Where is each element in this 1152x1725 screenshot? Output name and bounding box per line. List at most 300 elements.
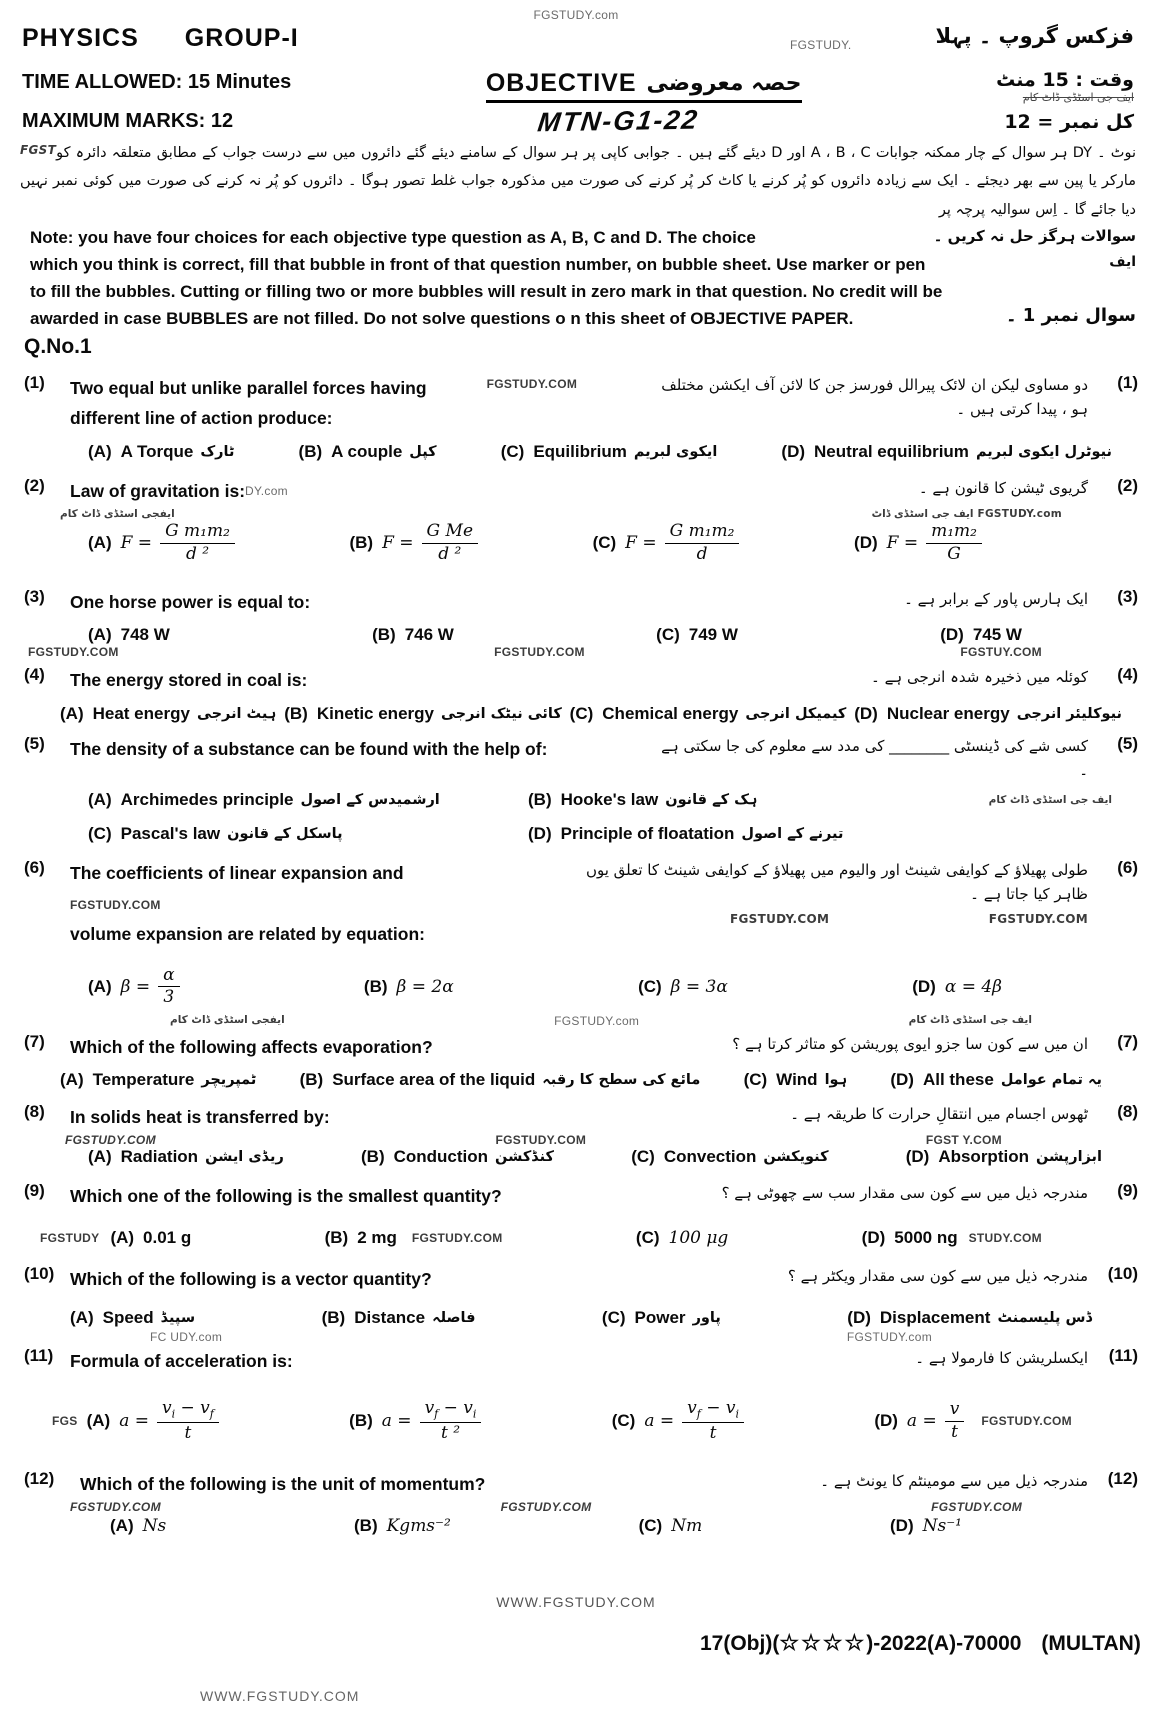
footer-watermark-left: WWW.FGSTUDY.COM: [200, 1688, 360, 1704]
option-2-a: [88, 522, 235, 564]
option-7-a-text: Temperature: [92, 1070, 195, 1090]
footer-code-post: )-2022(A)-70000: [866, 1632, 1022, 1655]
option-7-c-label: (C): [743, 1070, 768, 1090]
option-8-c-label: (C): [631, 1146, 655, 1166]
option-3-d: [940, 625, 1022, 645]
note-en-line-2-suffix: ایف: [1109, 253, 1136, 270]
option-11-d-lhs: a =: [906, 1411, 937, 1432]
option-3-c-text: 749 W: [688, 625, 738, 645]
option-1-a-text: A Torque: [120, 441, 194, 461]
option-9-b-text: 2 mg: [357, 1227, 397, 1247]
note-urdu-line-3: سوالات ہرگز حل نہ کریں ۔: [933, 226, 1136, 245]
watermark-top: FGSTUDY.com: [533, 8, 619, 22]
option-9-d-text: 5000 ng: [894, 1227, 958, 1247]
watermark-q3-center: FGSTUDY.COM: [494, 645, 585, 660]
question-1-line-1: Two equal but unlike parallel forces having: [70, 377, 427, 398]
option-11-a-label: (A): [86, 1411, 111, 1431]
option-4-c-urdu: کیمیکل انرجی: [745, 705, 847, 722]
watermark-q10-a: FC UDY.com: [150, 1330, 223, 1345]
option-6-c-label: (C): [638, 976, 662, 996]
option-3-c: [656, 625, 738, 645]
option-1-c-text: Equilibrium: [533, 441, 627, 461]
question-3-text: One horse power is equal to:: [70, 591, 311, 612]
question-6-urdu-text: طولی پھیلاؤ کے کوایفی شینٹ اور والیوم میں پھیلاؤ کے کوایفی شینٹ کا تعلق یوں ظاہر کیا جاتا ہے ۔: [585, 860, 1088, 903]
question-7: [0, 1032, 1152, 1091]
watermark-q11-left: FGS: [52, 1414, 78, 1429]
option-11-c-n2: − v: [700, 1397, 736, 1418]
option-2-b-fraction: [422, 522, 478, 564]
option-11-c-lhs: a =: [644, 1411, 675, 1432]
option-9-c: [636, 1228, 728, 1248]
paper-code-handwritten: MTN-G1-22: [536, 104, 702, 138]
option-2-d-lhs: F =: [886, 533, 919, 554]
footer-city: (MULTAN): [1041, 1632, 1141, 1655]
option-9-a: [40, 1228, 191, 1248]
option-1-c: [501, 442, 718, 462]
question-1: [0, 373, 1152, 462]
option-10-a: [70, 1308, 195, 1328]
option-11-a-s1: i: [171, 1407, 176, 1421]
option-3-b-label: (B): [372, 625, 396, 645]
watermark-q12-left: FGSTUDY.COM: [70, 1500, 161, 1515]
watermark-q6-center: FGSTUDY.COM: [988, 911, 1088, 926]
option-6-a-lhs: β =: [120, 976, 151, 997]
option-12-d-label: (D): [890, 1516, 914, 1536]
option-3-d-text: 745 W: [972, 625, 1022, 645]
option-11-a: [52, 1399, 219, 1444]
question-5: [0, 734, 1152, 844]
subject-title: PHYSICS: [22, 24, 139, 52]
option-5-d: [528, 824, 843, 844]
option-10-a-text: Speed: [102, 1308, 154, 1328]
option-7-a-urdu: ٹمپریچر: [201, 1072, 257, 1089]
option-8-b-urdu: کنڈکشن: [495, 1148, 554, 1165]
option-4-a-urdu: ہیٹ انرجی: [196, 705, 277, 722]
question-11-number: (11): [24, 1346, 54, 1366]
option-8-a: [88, 1147, 284, 1167]
option-3-a-label: (A): [88, 625, 112, 645]
watermark-q3-left: FGSTUDY.COM: [28, 645, 119, 660]
qno1-row: [0, 335, 1152, 359]
watermark-q6-right: FGSTUDY.COM: [730, 911, 830, 926]
watermark-q8-center: FGSTUDY.COM: [495, 1132, 587, 1147]
option-11-c-s1: f: [696, 1407, 701, 1421]
note-en-row-1: [0, 224, 1152, 251]
option-5-b-text: Hooke's law: [560, 789, 659, 809]
option-2-d-fraction: [926, 522, 982, 564]
option-11-a-denominator: t: [184, 1422, 192, 1443]
option-1-b-label: (B): [298, 441, 323, 461]
option-8-b-label: (B): [361, 1146, 385, 1166]
option-4-c: [570, 704, 847, 724]
option-6-a-numerator: α: [158, 966, 179, 988]
question-10-text: Which of the following is a vector quantity?: [70, 1268, 432, 1289]
option-2-c-denominator: d: [696, 543, 708, 564]
option-5-c-label: (C): [88, 823, 112, 843]
question-9-number: (9): [24, 1180, 45, 1200]
question-7-text: Which of the following affects evaporation?: [70, 1036, 433, 1057]
option-8-b: [361, 1147, 554, 1167]
option-8-d-label: (D): [905, 1146, 930, 1166]
option-2-d-label: (D): [854, 533, 878, 553]
question-4-number-right: (4): [1117, 665, 1138, 685]
watermark-q5-right: ایف جی اسٹڈی ڈاٹ کام: [988, 793, 1112, 806]
question-1-line-2: different line of action produce:: [70, 408, 333, 429]
option-4-a-text: Heat energy: [92, 703, 190, 723]
qno1-label: Q.No.1: [24, 334, 92, 358]
option-2-b-lhs: F =: [382, 533, 414, 554]
question-6-line-2: volume expansion are related by equation:: [70, 924, 425, 945]
objective-heading: [486, 69, 802, 103]
question-9: [0, 1181, 1152, 1248]
option-10-d-text: Displacement: [879, 1308, 991, 1328]
option-4-d: [854, 704, 1122, 724]
option-10-b-text: Distance: [354, 1308, 426, 1328]
option-2-c-fraction: [665, 522, 740, 564]
option-11-a-fraction: [157, 1399, 219, 1444]
option-5-a-text: Archimedes principle: [120, 789, 294, 809]
option-5-d-text: Principle of floatation: [560, 823, 735, 843]
option-5-b-label: (B): [528, 789, 552, 809]
watermark-q7-urdu-left: ایفجی اسٹڈی ڈاٹ کام: [170, 1013, 285, 1026]
question-1-text: [70, 373, 427, 434]
option-1-d-text: Neutral equilibrium: [814, 441, 969, 461]
question-4-urdu: کوئلہ میں ذخیرہ شدہ انرجی ہے ۔: [871, 668, 1088, 687]
option-6-b: [364, 977, 454, 997]
option-11-b-s2: i: [472, 1407, 477, 1421]
question-5-text: The density of a substance can be found with the help of:: [70, 738, 548, 759]
option-11-c-n1: v: [687, 1397, 697, 1418]
option-10-b-urdu: فاصلہ: [432, 1310, 476, 1327]
question-2-number: (2): [24, 475, 45, 495]
option-6-d-label: (D): [912, 976, 936, 996]
option-7-c-urdu: ہوا: [824, 1072, 848, 1089]
question-4: [0, 665, 1152, 724]
option-2-b-denominator: d ²: [438, 543, 462, 564]
option-7-b-urdu: مائع کی سطح کا رقبہ: [542, 1072, 701, 1089]
option-12-a-label: (A): [110, 1516, 134, 1536]
watermark-q2-urdu-left: ایفجی اسٹڈی ڈاٹ کام: [60, 508, 175, 521]
option-5-a-label: (A): [88, 789, 112, 809]
option-10-c: [602, 1308, 721, 1328]
group-title: GROUP-I: [184, 24, 299, 52]
note-en-row-3: [0, 278, 1152, 305]
note-en-row-2: [0, 251, 1152, 278]
option-12-b-label: (B): [354, 1516, 378, 1536]
option-5-b: [528, 790, 757, 810]
question-8-text: In solids heat is transferred by:: [70, 1107, 330, 1128]
option-5-a-urdu: ارشمیدس کے اصول: [300, 791, 440, 808]
option-10-a-label: (A): [70, 1308, 94, 1328]
option-12-c-text: Nm: [671, 1516, 703, 1537]
watermark-q7-center: FGSTUDY.com: [554, 1013, 640, 1028]
option-11-a-s2: f: [209, 1407, 214, 1421]
option-2-a-numerator: G m₁m₂: [160, 522, 235, 544]
option-5-c-urdu: پاسکل کے قانون: [227, 825, 343, 842]
question-4-text: The energy stored in coal is:: [70, 670, 308, 691]
option-2-d-numerator: m₁m₂: [926, 522, 982, 544]
question-12-urdu: مندرجہ ذیل میں سے مومینٹم کا یونٹ ہے ۔: [820, 1472, 1088, 1491]
option-6-a: [88, 966, 180, 1008]
question-7-urdu: ان میں سے کون سا جزو ایوی پوریشن کو متاثر کرتا ہے ؟: [732, 1034, 1088, 1053]
option-4-b-text: Kinetic energy: [316, 703, 434, 723]
option-1-a-label: (A): [88, 441, 112, 461]
option-3-b: [372, 625, 454, 645]
option-1-a-urdu: ٹارک: [200, 443, 235, 460]
option-2-b-numerator: G Me: [422, 522, 478, 544]
option-6-a-fraction: [158, 966, 179, 1008]
watermark-q10-right: FGSTUDY.com: [846, 1330, 932, 1345]
option-11-d-denominator: t: [951, 1421, 958, 1442]
option-2-a-fraction: [160, 522, 235, 564]
note-urdu: [0, 137, 1152, 224]
question-7-number: (7): [24, 1031, 45, 1051]
option-11-c-label: (C): [611, 1411, 636, 1431]
max-marks-urdu: کل نمبر = 12: [1004, 110, 1135, 133]
time-allowed-urdu: وقت : 15 منٹ: [996, 69, 1134, 91]
question-12-number-right: (12): [1107, 1469, 1138, 1489]
question-8-number: (8): [24, 1102, 45, 1122]
question-3-number-right: (3): [1117, 586, 1138, 606]
watermark-q2-urdu-right: FGSTUDY.com ایف جی اسٹڈی ڈاٹ: [871, 508, 1062, 521]
option-11-b-n2: − v: [438, 1397, 473, 1418]
option-12-c-label: (C): [638, 1516, 663, 1536]
note-en-line-1: Note: you have four choices for each objective type question as A, B, C and D. The choice: [30, 227, 756, 247]
option-4-c-label: (C): [569, 703, 594, 723]
option-1-a: [88, 442, 234, 462]
option-9-a-text: 0.01 g: [143, 1227, 192, 1247]
option-11-b-numerator: [420, 1399, 482, 1423]
objective-label: OBJECTIVE: [485, 69, 637, 97]
question-1-number: (1): [24, 372, 45, 392]
option-10-d-urdu: ڈس پلیسمنٹ: [997, 1310, 1092, 1327]
option-11-a-n2: − v: [175, 1397, 210, 1418]
option-4-b: [284, 704, 562, 724]
option-2-c-lhs: F =: [625, 533, 657, 554]
question-5-number-right: (5): [1117, 733, 1138, 753]
question-5-number: (5): [24, 733, 45, 753]
option-6-c: [638, 977, 728, 997]
option-4-a: [60, 704, 276, 724]
option-9-a-label: (A): [110, 1227, 135, 1247]
question-2-urdu: گریوی ٹیشن کا قانون ہے ۔: [918, 478, 1088, 497]
watermark-q11-right: FGSTUDY.COM: [981, 1414, 1072, 1429]
option-1-b-urdu: کپل: [409, 443, 437, 460]
option-8-a-text: Radiation: [120, 1146, 199, 1166]
option-8-a-urdu: ریڈی ایشن: [205, 1148, 284, 1165]
option-9-b: [325, 1228, 503, 1248]
question-12: [0, 1469, 1152, 1536]
option-4-c-text: Chemical energy: [602, 703, 739, 723]
option-11-c-s2: i: [735, 1407, 740, 1421]
option-4-d-text: Nuclear energy: [886, 703, 1010, 723]
note-en-line-2: which you think is correct, fill that bubble in front of that question number, on bubble sheet. Use marker or pen: [30, 254, 926, 274]
question-7-number-right: (7): [1117, 1031, 1138, 1051]
question-10-number-right: (10): [1107, 1263, 1138, 1283]
option-4-d-label: (D): [854, 703, 878, 723]
option-6-d-text: α = 4β: [944, 976, 1002, 997]
option-2-c-label: (C): [592, 533, 617, 553]
question-3-urdu: ایک ہارس پاور کے برابر ہے ۔: [904, 589, 1088, 608]
option-11-b: [349, 1399, 481, 1444]
option-11-d: [874, 1400, 1072, 1442]
option-6-a-denominator: 3: [163, 987, 175, 1008]
note-en-row-4: [0, 305, 1152, 332]
option-11-b-denominator: t ²: [440, 1422, 461, 1443]
watermark-q1: FGSTUDY.COM: [486, 376, 578, 391]
question-11-text: Formula of acceleration is:: [70, 1351, 293, 1372]
option-7-a-label: (A): [60, 1070, 84, 1090]
option-11-c-numerator: [682, 1399, 744, 1423]
question-3: [0, 587, 1152, 660]
option-8-a-label: (A): [88, 1146, 112, 1166]
time-allowed-label: TIME ALLOWED: 15 Minutes: [22, 71, 292, 93]
question-2: [0, 476, 1152, 565]
option-1-d: [781, 442, 1112, 462]
option-11-d-fraction: [945, 1400, 965, 1442]
watermark-q9-left: FGSTUDY: [40, 1230, 100, 1245]
option-11-b-n1: v: [424, 1397, 435, 1418]
option-6-a-label: (A): [88, 976, 112, 996]
option-7-b: [300, 1070, 701, 1090]
option-5-c-text: Pascal's law: [120, 823, 221, 843]
option-2-d-denominator: G: [947, 543, 961, 564]
question-1-urdu: دو مساوی لیکن ان لائک پیرالل فورسز جن کا لائن آف ایکشن مختلف ہو ، پیدا کرتی ہیں ۔: [661, 375, 1088, 418]
question-9-urdu: مندرجہ ذیل میں سے کون سی مقدار سب سے چھوٹی ہے ؟: [721, 1183, 1088, 1202]
option-10-b: [322, 1308, 476, 1328]
option-12-a-text: Ns: [142, 1516, 167, 1537]
question-6-urdu: [568, 858, 1088, 930]
option-11-c-denominator: t: [709, 1422, 717, 1443]
option-4-b-urdu: کائی نیٹک انرجی: [440, 705, 562, 722]
option-2-c: [593, 522, 740, 564]
max-marks-label: MAXIMUM MARKS: 12: [22, 110, 234, 132]
option-3-a-text: 748 W: [120, 625, 170, 645]
option-12-d: [890, 1516, 962, 1536]
option-11-d-numerator: [945, 1400, 965, 1422]
footer-watermark-center: WWW.FGSTUDY.COM: [496, 1594, 656, 1610]
option-6-b-text: β = 2α: [396, 976, 454, 997]
watermark-q8-right: FGST Y.COM: [925, 1132, 1002, 1147]
question-number-urdu: سوال نمبر 1 ۔: [1005, 305, 1136, 327]
option-3-d-label: (D): [940, 625, 964, 645]
option-9-d: [862, 1228, 1042, 1248]
option-5-c: [88, 824, 528, 844]
option-11-d-label: (D): [874, 1411, 898, 1431]
option-2-a-denominator: d ²: [185, 543, 210, 564]
option-10-d: [847, 1308, 1092, 1328]
note-en-line-3: to fill the bubbles. Cutting or filling two or more bubbles will result in zero mark in that question. No credit will be: [30, 282, 943, 302]
option-11-a-n1: v: [161, 1397, 172, 1418]
option-2-a-lhs: F =: [120, 533, 153, 554]
footer-paper-code: [700, 1630, 1141, 1656]
watermark-urdu-small: ایف جی اسٹڈی ڈاٹ کام: [1022, 91, 1134, 104]
watermark-q2-tail: DY.com: [245, 483, 288, 498]
option-12-b: [354, 1516, 451, 1536]
question-6-line-1: The coefficients of linear expansion and: [70, 862, 404, 883]
option-11-b-lhs: a =: [381, 1411, 412, 1432]
option-11-a-lhs: a =: [119, 1411, 149, 1432]
option-8-d: [906, 1147, 1102, 1167]
question-8-urdu: ٹھوس اجسام میں انتقالِ حرارت کا طریقہ ہے ۔: [790, 1105, 1088, 1124]
option-7-d-label: (D): [890, 1070, 914, 1090]
watermark-q9-right: STUDY.COM: [968, 1230, 1042, 1245]
option-8-c-urdu: کنویکشن: [763, 1148, 829, 1165]
footer-stars: ☆☆☆☆: [779, 1630, 867, 1655]
option-7-a: [60, 1070, 256, 1090]
option-11-c: [612, 1399, 744, 1444]
watermark-q3-right: FGSTUY.COM: [960, 645, 1042, 660]
option-12-b-text: Kgms⁻²: [386, 1516, 451, 1537]
watermark-fgst: FGST: [20, 143, 57, 157]
option-7-c: [744, 1070, 848, 1090]
option-3-b-text: 746 W: [404, 625, 454, 645]
option-8-c: [631, 1147, 828, 1167]
option-10-d-label: (D): [847, 1308, 871, 1328]
option-2-c-numerator: G m₁m₂: [665, 522, 740, 544]
question-11: [0, 1346, 1152, 1443]
question-3-number: (3): [24, 586, 45, 606]
watermark-q12-right: FGSTUDY.COM: [931, 1500, 1022, 1515]
question-9-text: Which one of the following is the smallest quantity?: [70, 1185, 502, 1206]
option-6-d: [912, 977, 1002, 997]
header-row-marks: [0, 106, 1152, 137]
option-3-c-label: (C): [656, 625, 680, 645]
header-row-time: [0, 69, 1152, 104]
option-11-b-s1: f: [434, 1407, 439, 1421]
option-7-b-text: Surface area of the liquid: [332, 1070, 536, 1090]
option-4-b-label: (B): [284, 703, 308, 723]
header-row-title: [0, 24, 1152, 53]
option-11-b-fraction: [420, 1399, 482, 1444]
option-8-c-text: Convection: [663, 1146, 757, 1166]
option-8-d-text: Absorption: [938, 1146, 1029, 1166]
option-9-c-label: (C): [635, 1227, 660, 1247]
option-8-b-text: Conduction: [393, 1146, 489, 1166]
option-7-d: [890, 1070, 1102, 1090]
option-1-d-urdu: نیوٹرل ایکوی لبریم: [975, 443, 1112, 460]
option-1-d-label: (D): [781, 441, 806, 461]
watermark-q7-urdu-right: ایف جی اسٹڈی ڈاٹ کام: [908, 1013, 1032, 1026]
option-1-b: [299, 442, 437, 462]
question-6-text: [70, 858, 425, 950]
question-12-number: (12): [24, 1469, 55, 1489]
note-urdu-text: نوٹ ۔ DY ہر سوال کے چار ممکنہ جوابات A ، B ، C اور D دیئے گئے ہیں ۔ جوابی کاپی پر ہر سوال کے سامنے دیئے گئے دائروں میں سے درست جواب کے مطابق متعلقہ دائرہ کو مارکر یا پین سے بھر دیجئے ۔ ایک سے زیادہ دائروں کو پُر کرنے یا کاٹ کر پُر کرنے کی صورت میں مذکورہ جواب غلط تصور ہوگا ۔ دائروں کو پُر نہ کرنے کی صورت میں کوئی نمبر نہیں دیا جائے گا ۔ اِس سوالیہ پرچہ پر: [20, 145, 1136, 218]
option-10-a-urdu: سپیڈ: [160, 1310, 196, 1327]
option-7-d-text: All these: [922, 1070, 994, 1090]
question-11-number-right: (11): [1108, 1346, 1138, 1366]
option-10-c-urdu: پاور: [692, 1310, 721, 1327]
option-5-b-urdu: ہک کے قانون: [665, 791, 758, 808]
question-6-number: (6): [24, 857, 45, 877]
option-9-d-label: (D): [861, 1227, 886, 1247]
option-2-b-label: (B): [349, 533, 374, 553]
question-1-number-right: (1): [1117, 372, 1138, 392]
question-9-number-right: (9): [1117, 1180, 1138, 1200]
question-6-number-right: (6): [1117, 857, 1138, 877]
question-2-text: Law of gravitation is:: [70, 480, 246, 501]
watermark-header: FGSTUDY.: [790, 38, 852, 52]
option-1-c-urdu: ایکوی لبریم: [633, 443, 718, 460]
option-11-b-label: (B): [349, 1411, 373, 1431]
question-11-urdu: ایکسلریشن کا فارمولا ہے ۔: [915, 1349, 1088, 1368]
option-10-b-label: (B): [321, 1308, 346, 1328]
question-8-number-right: (8): [1117, 1102, 1138, 1122]
question-2-number-right: (2): [1117, 475, 1138, 495]
option-6-c-text: β = 3α: [670, 976, 728, 997]
watermark-q6-left: FGSTUDY.COM: [70, 898, 161, 913]
watermark-q9-center: FGSTUDY.COM: [411, 1230, 503, 1245]
